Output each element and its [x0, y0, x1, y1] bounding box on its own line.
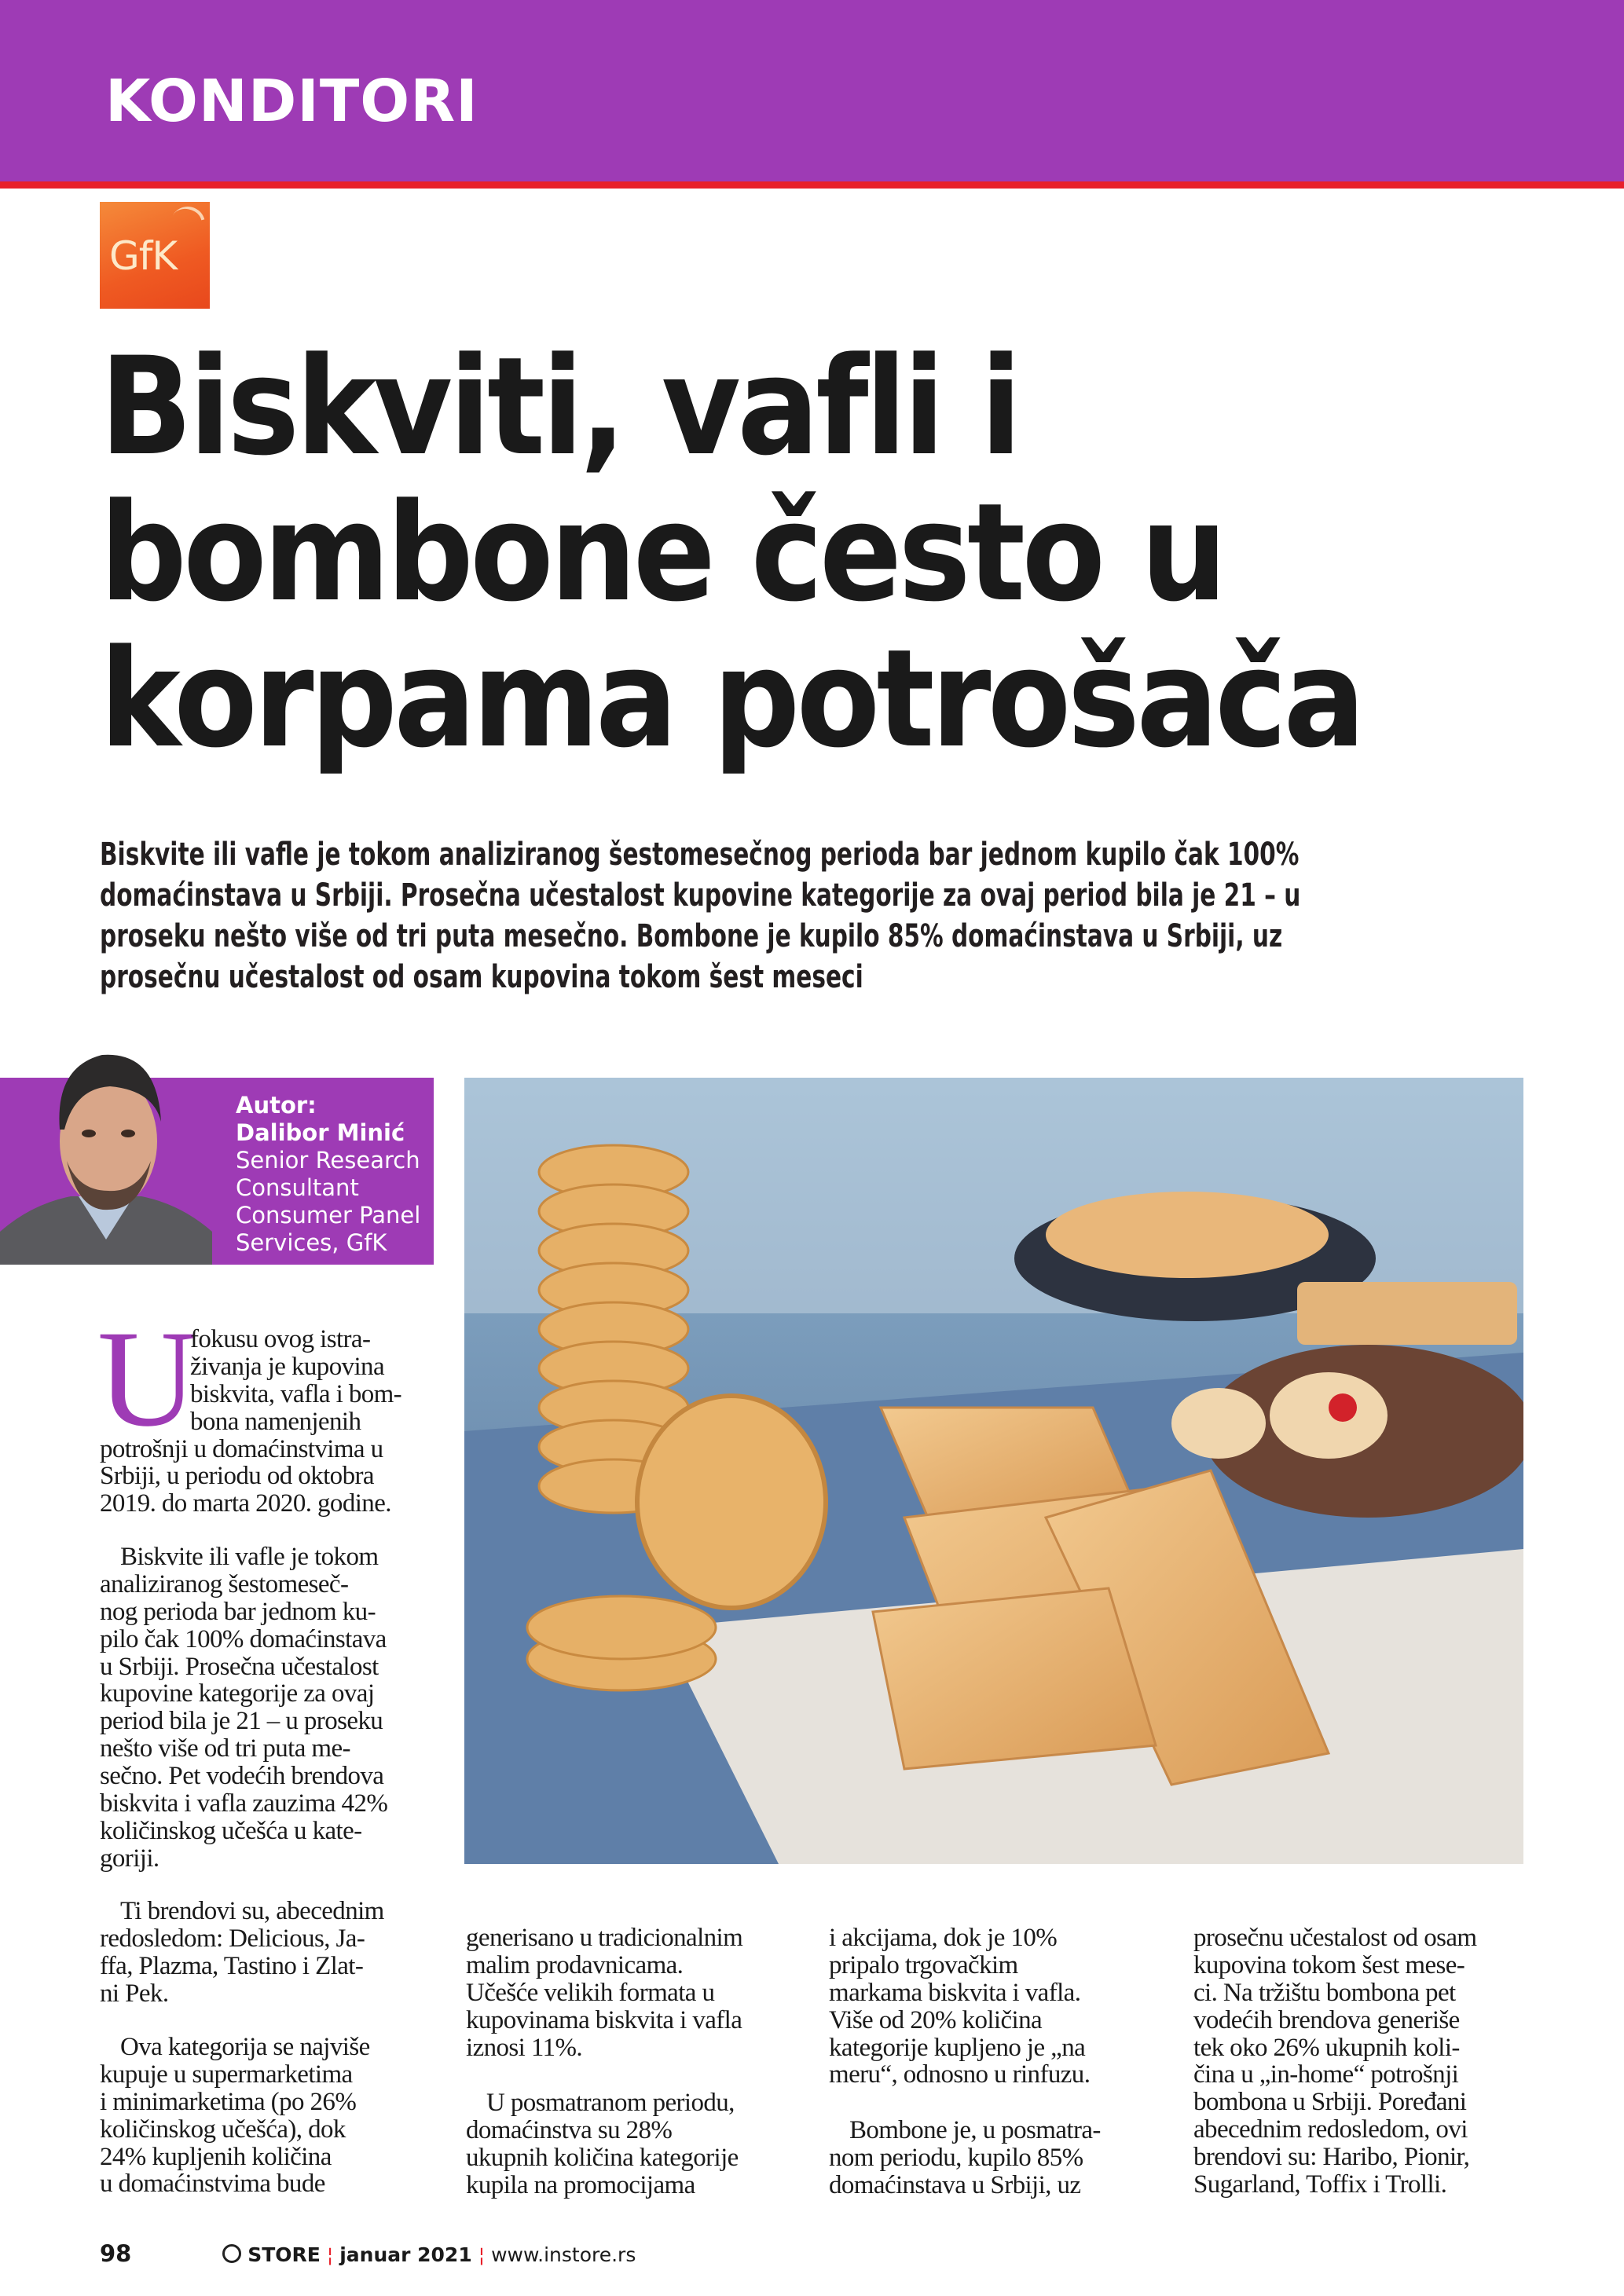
text-line: količinskog učešća u kate-	[100, 1816, 362, 1845]
text-line: kupila na promocijama	[466, 2170, 695, 2199]
text-line: vodećih brendova generiše	[1193, 2005, 1460, 2034]
text-line: brendovi su: Haribo, Pionir,	[1193, 2143, 1470, 2172]
headline-line: bombone često u	[100, 474, 1224, 632]
text-line: ffa, Plazma, Tastino i Zlat-	[100, 1951, 364, 1980]
text-line: biskvita, vafla i bom-	[190, 1379, 402, 1408]
text-line: markama biskvita i vafla.	[829, 1978, 1081, 2007]
text-line: meru“, odnosno u rinfuzu.	[829, 2060, 1091, 2089]
text-line: u domaćinstvima bude	[100, 2170, 325, 2199]
drop-cap: U	[97, 1302, 198, 1456]
text-line: kupovina tokom šest mese-	[1193, 1950, 1465, 1979]
col4-paragraph	[1193, 1924, 1476, 2199]
text-line: nešto više od tri puta me-	[100, 1734, 350, 1763]
text-line: domaćinstva su 28%	[466, 2115, 673, 2144]
col2-paragraph	[466, 2089, 739, 2199]
text-line: 2019. do marta 2020. godine.	[100, 1489, 391, 1518]
text-line: tek oko 26% ukupnih koli-	[1193, 2033, 1460, 2062]
col1-paragraph	[100, 1898, 384, 2008]
text-line: ni Pek.	[100, 1979, 169, 2008]
section-title: KONDITORI	[105, 68, 478, 135]
page-number: 98	[100, 2240, 132, 2267]
author-role: Services, GfK	[236, 1229, 387, 1256]
text-line: kategorije kupljeno je „na	[829, 2033, 1086, 2062]
text-line: Bombone je, u posmatra-	[849, 2116, 1101, 2144]
author-name: Dalibor Minić	[236, 1119, 405, 1146]
text-line: pripalo trgovačkim	[829, 1950, 1018, 1979]
issue-date: januar 2021	[339, 2243, 472, 2266]
gfk-logo-text: GfK	[109, 233, 178, 279]
author-role: Consumer Panel	[236, 1202, 421, 1229]
author-role: Senior Research	[236, 1147, 420, 1174]
author-label: Autor:	[236, 1092, 317, 1119]
text-line: domaćinstava u Srbiji, uz	[829, 2170, 1081, 2199]
text-line: nom periodu, kupilo 85%	[829, 2143, 1083, 2172]
text-line: Više od 20% količina	[829, 2005, 1043, 2034]
text-line: i minimarketima (po 26%	[100, 2087, 357, 2116]
text-line: prosečnu učestalost od osam	[1193, 1924, 1477, 1952]
text-line: generisano u tradicionalnim	[466, 1924, 743, 1952]
text-line: u Srbiji. Prosečna učestalost	[100, 1652, 379, 1681]
page-footer: 98 STORE ¦ januar 2021 ¦ www.instore.rs	[100, 2240, 636, 2267]
headline-line: korpama potrošača	[100, 620, 1362, 778]
text-line: bombona u Srbiji. Poređani	[1193, 2088, 1467, 2117]
lead-line: proseku nešto više od tri puta mesečno. Bombone je kupilo 85% domaćinstava u Srbiji, uz	[100, 918, 1283, 954]
text-line: U posmatranom periodu,	[486, 2089, 735, 2117]
col1-paragraph	[100, 1326, 401, 1518]
text-line: 24% kupljenih količina	[100, 2142, 332, 2171]
biscuits-wafers-photo	[464, 1078, 1523, 1864]
text-line: abecednim redosledom, ovi	[1193, 2115, 1468, 2144]
text-line: Ti brendovi su, abecednim	[120, 1897, 384, 1925]
text-line: Srbiji, u periodu od oktobra	[100, 1462, 374, 1491]
col2-paragraph	[466, 1924, 742, 2061]
text-line: period bila je 21 – u proseku	[100, 1707, 383, 1736]
text-line: kupovinama biskvita i vafla	[466, 2005, 742, 2034]
text-line: analiziranog šestomeseč-	[100, 1569, 349, 1598]
col3-paragraph	[829, 2117, 1101, 2199]
col3-paragraph	[829, 1924, 1090, 2089]
instore-logo-icon	[222, 2244, 241, 2263]
text-line: goriji.	[100, 1844, 159, 1873]
text-line: čina u „in-home“ potrošnji	[1193, 2060, 1459, 2089]
text-line: Učešće velikih formata u	[466, 1978, 715, 2007]
magazine-name: STORE	[247, 2243, 321, 2266]
text-line: ci. Na tržištu bombona pet	[1193, 1978, 1456, 2007]
header-divider	[0, 181, 1624, 189]
text-line: Ova kategorija se najviše	[120, 2033, 370, 2061]
text-line: količinskog učešća), dok	[100, 2115, 346, 2144]
text-line: biskvita i vafla zauzima 42%	[100, 1789, 388, 1818]
col1-paragraph	[100, 2034, 370, 2198]
text-line: malim prodavnicama.	[466, 1950, 684, 1979]
text-line: Sugarland, Toffix i Trolli.	[1193, 2170, 1447, 2199]
text-line: ukupnih količina kategorije	[466, 2143, 739, 2172]
text-line: kupovine kategorije za ovaj	[100, 1679, 375, 1708]
author-role: Consultant	[236, 1174, 359, 1201]
text-line: kupuje u supermarketima	[100, 2060, 353, 2089]
lead-line: domaćinstava u Srbiji. Prosečna učestalost kupovine kategorije za ovaj period bila je 21 – u	[100, 877, 1301, 914]
text-line: bona namenjenih	[190, 1407, 361, 1436]
text-line: živanja je kupovina	[190, 1352, 385, 1381]
text-line: i akcijama, dok je 10%	[829, 1924, 1058, 1952]
text-line: nog perioda bar jednom ku-	[100, 1597, 376, 1626]
lead-line: prosečnu učestalost od osam kupovina tokom šest meseci	[100, 959, 863, 995]
text-line: iznosi 11%.	[466, 2033, 582, 2062]
text-line: fokusu ovog istra-	[190, 1325, 371, 1353]
text-line: sečno. Pet vodećih brendova	[100, 1762, 384, 1791]
text-line: potrošnji u domaćinstvima u	[100, 1434, 383, 1463]
text-line: redosledom: Delicious, Ja-	[100, 1924, 365, 1953]
headline-line: Biskviti, vafli i	[100, 328, 1019, 485]
gfk-logo	[100, 202, 210, 309]
text-line: Biskvite ili vafle je tokom	[120, 1543, 379, 1571]
col1-paragraph	[100, 1543, 387, 1873]
author-photo	[0, 1035, 212, 1265]
website-link[interactable]: www.instore.rs	[491, 2243, 636, 2266]
text-line: pilo čak 100% domaćinstava	[100, 1624, 387, 1653]
lead-line: Biskvite ili vafle je tokom analiziranog šestomesečnog perioda bar jednom kupilo čak 100%	[100, 837, 1300, 873]
